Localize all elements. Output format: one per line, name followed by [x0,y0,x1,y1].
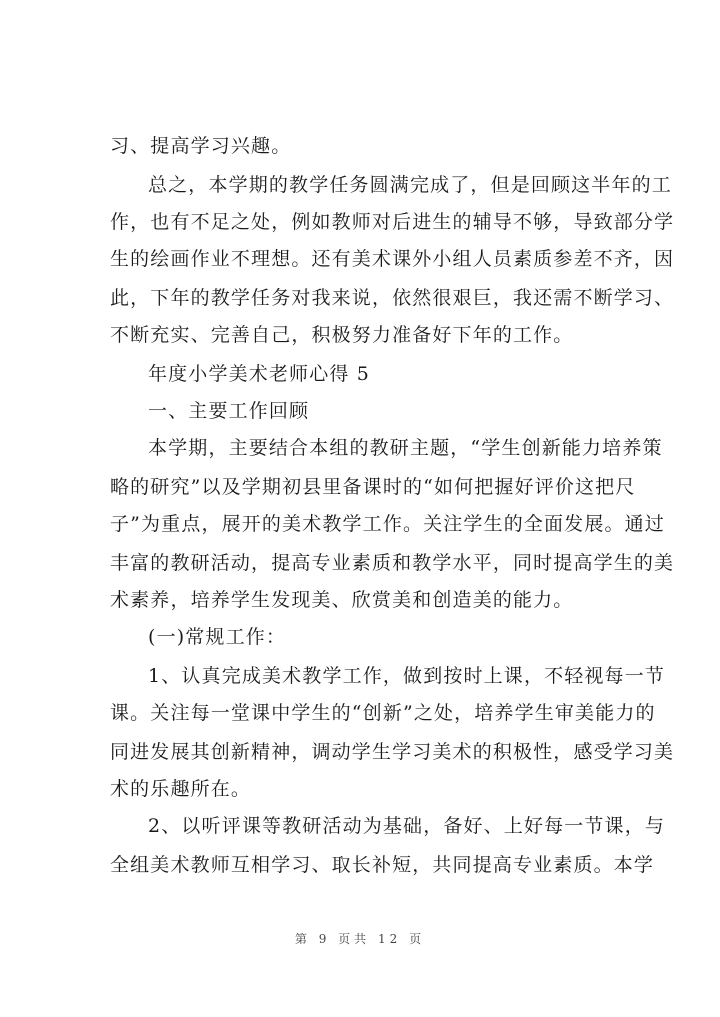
text-line: 术的乐趣所在。 [110,778,252,800]
text-line: 1、认真完成美术教学工作，做到按时上课，不轻视每一节 [148,665,665,687]
text-line: 子”为重点，展开的美术教学工作。关注学生的全面发展。通过 [110,513,665,535]
text-line: 略的研究”以及学期初县里备课时的“如何把握好评价这把尺 [110,476,636,498]
text-line: 作，也有不足之处，例如教师对后进生的辅导不够，导致部分学 [110,211,675,233]
text-line: 2、以听评课等教研活动为基础，备好、上好每一节课，与 [148,815,665,837]
text-line: 总之，本学期的教学任务圆满完成了，但是回顾这半年的工 [148,174,672,196]
text-line: 不断充实、完善自己，积极努力准备好下年的工作。 [110,324,574,346]
text-line: 术素养，培养学生发现美、欣赏美和创造美的能力。 [110,589,574,611]
text-line: 生的绘画作业不理想。还有美术课外小组人员素质参差不齐，因 [110,248,675,270]
text-line: 课。关注每一堂课中学生的“创新”之处，培养学生审美能力的 [110,702,656,724]
subsection-heading: (一)常规工作： [148,626,287,648]
subsection-heading: 一、主要工作回顾 [148,400,310,422]
text-line: 同进发展其创新精神，调动学生学习美术的积极性，感受学习美 [110,741,675,763]
text-line: 习、提高学习兴趣。 [110,135,292,157]
text-line: 丰富的教研活动，提高专业素质和教学水平，同时提高学生的美 [110,552,675,574]
text-line: 全组美术教师互相学习、取长补短，共同提高专业素质。本学 [110,854,655,876]
text-line: 此，下年的教学任务对我来说，依然很艰巨，我还需不断学习、 [110,287,675,309]
page-footer: 第 9 页共 12 页 [294,932,426,946]
section-heading: 年度小学美术老师心得 5 [148,363,370,385]
text-line: 本学期，主要结合本组的教研主题，“学生创新能力培养策 [148,437,663,459]
